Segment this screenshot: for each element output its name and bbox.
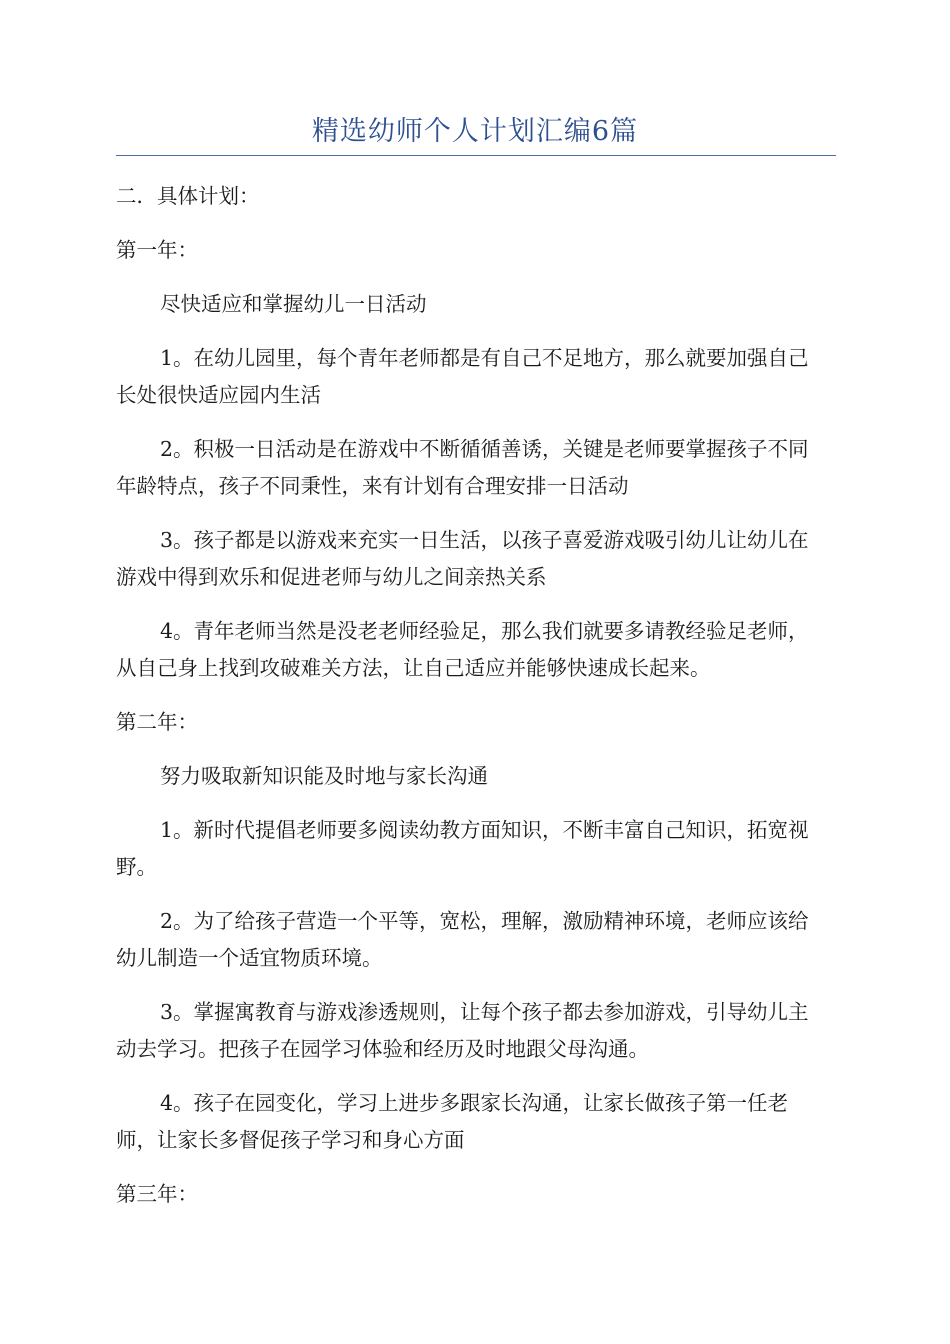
document-body	[116, 178, 828, 1230]
title-underline	[116, 155, 836, 156]
paragraph: 二．具体计划：	[116, 184, 260, 208]
section-heading-year-1: 第一年：	[116, 238, 198, 262]
section-heading-year-2: 第二年：	[116, 710, 198, 734]
section-heading-year-3: 第三年：	[116, 1182, 198, 1206]
paragraph: 4。孩子在园变化，学习上进步多跟家长沟通，让家长做孩子第一任老师，让家长多督促孩子学习和身心方面	[116, 1091, 789, 1152]
paragraph: 1。在幼儿园里，每个青年老师都是有自己不足地方，那么就要加强自己长处很快适应园内生活	[116, 346, 809, 407]
paragraph: 1。新时代提倡老师要多阅读幼教方面知识，不断丰富自己知识，拓宽视野。	[116, 818, 809, 879]
paragraph: 努力吸取新知识能及时地与家长沟通	[160, 764, 488, 788]
document-title: 精选幼师个人计划汇编6篇	[311, 116, 639, 147]
paragraph: 尽快适应和掌握幼儿一日活动	[160, 292, 427, 316]
paragraph: 3。掌握寓教育与游戏渗透规则，让每个孩子都去参加游戏，引导幼儿主动去学习。把孩子在园学习体验和经历及时地跟父母沟通。	[116, 1000, 809, 1061]
paragraph: 3。孩子都是以游戏来充实一日生活，以孩子喜爱游戏吸引幼儿让幼儿在游戏中得到欢乐和促进老师与幼儿之间亲热关系	[116, 528, 809, 589]
paragraph: 2。为了给孩子营造一个平等，宽松，理解，激励精神环境，老师应该给幼儿制造一个适宜物质环境。	[116, 909, 809, 970]
paragraph: 4。青年老师当然是没老老师经验足，那么我们就要多请教经验足老师，从自己身上找到攻破难关方法，让自己适应并能够快速成长起来。	[116, 619, 809, 680]
paragraph: 2。积极一日活动是在游戏中不断循循善诱，关键是老师要掌握孩子不同年龄特点，孩子不同秉性，来有计划有合理安排一日活动	[116, 437, 809, 498]
